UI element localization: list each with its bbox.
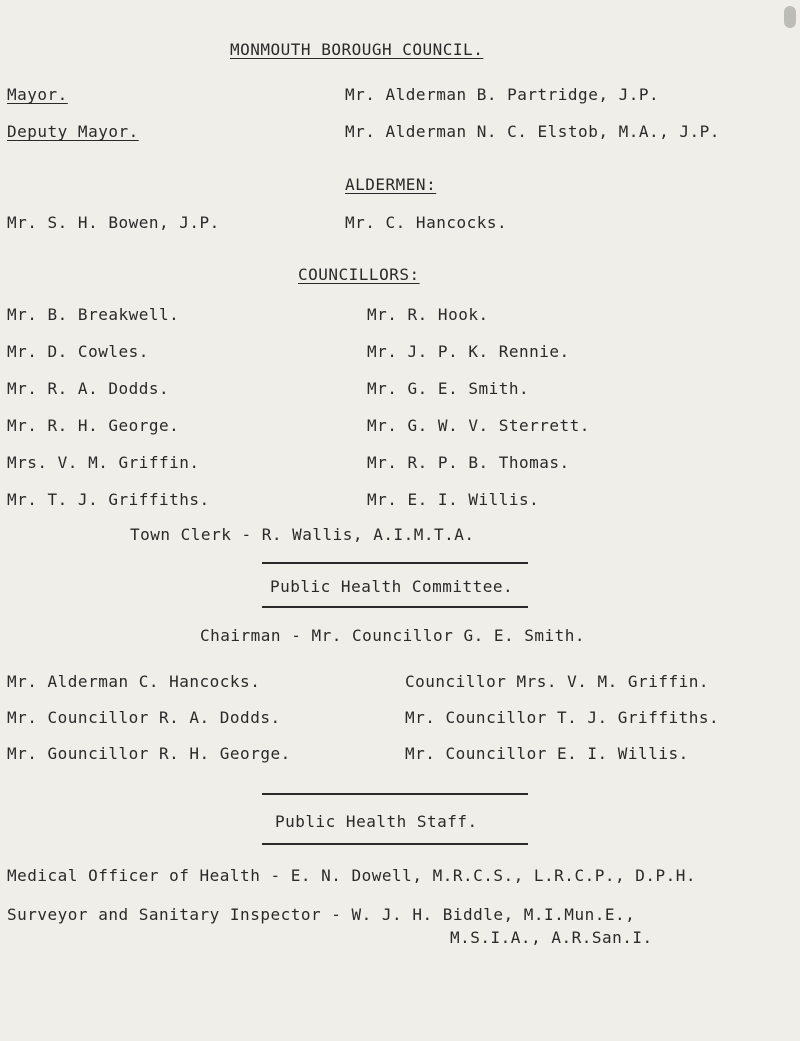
deputy-mayor-name: Mr. Alderman N. C. Elstob, M.A., J.P. (345, 122, 720, 141)
divider-rule (262, 843, 528, 845)
councillor-item: Mr. E. I. Willis. (367, 490, 540, 509)
alderman-item: Mr. C. Hancocks. (345, 213, 508, 232)
committee-member: Mr. Alderman C. Hancocks. (7, 672, 261, 691)
deputy-mayor-label: Deputy Mayor. (7, 122, 139, 141)
committee-member: Mr. Councillor E. I. Willis. (405, 744, 689, 763)
councillor-item: Mr. J. P. K. Rennie. (367, 342, 570, 361)
councillor-item: Mr. D. Cowles. (7, 342, 149, 361)
committee-member: Mr. Gouncillor R. H. George. (7, 744, 291, 763)
divider-rule (262, 562, 528, 564)
mayor-name: Mr. Alderman B. Partridge, J.P. (345, 85, 660, 104)
councillor-item: Mr. T. J. Griffiths. (7, 490, 210, 509)
councillor-item: Mr. R. H. George. (7, 416, 180, 435)
councillor-item: Mr. B. Breakwell. (7, 305, 180, 324)
councillor-item: Mrs. V. M. Griffin. (7, 453, 200, 472)
mayor-label: Mayor. (7, 85, 68, 104)
councillor-item: Mr. R. A. Dodds. (7, 379, 170, 398)
committee-member: Mr. Councillor R. A. Dodds. (7, 708, 281, 727)
councillor-item: Mr. G. W. V. Sterrett. (367, 416, 590, 435)
surveyor-line-1: Surveyor and Sanitary Inspector - W. J. H. Biddle, M.I.Mun.E., (7, 905, 636, 924)
divider-rule (262, 793, 528, 795)
councillor-item: Mr. R. P. B. Thomas. (367, 453, 570, 472)
corner-mark (784, 6, 796, 28)
councillors-heading: COUNCILLORS: (298, 265, 420, 284)
page-title: MONMOUTH BOROUGH COUNCIL. (230, 40, 484, 59)
staff-heading: Public Health Staff. (275, 812, 478, 831)
aldermen-heading: ALDERMEN: (345, 175, 437, 194)
alderman-item: Mr. S. H. Bowen, J.P. (7, 213, 220, 232)
committee-member: Councillor Mrs. V. M. Griffin. (405, 672, 709, 691)
divider-rule (262, 606, 528, 608)
surveyor-line-2: M.S.I.A., A.R.San.I. (450, 928, 653, 947)
medical-officer: Medical Officer of Health - E. N. Dowell, M.R.C.S., L.R.C.P., D.P.H. (7, 866, 697, 885)
town-clerk: Town Clerk - R. Wallis, A.I.M.T.A. (130, 525, 475, 544)
councillor-item: Mr. R. Hook. (367, 305, 489, 324)
committee-heading: Public Health Committee. (270, 577, 514, 596)
councillor-item: Mr. G. E. Smith. (367, 379, 530, 398)
committee-member: Mr. Councillor T. J. Griffiths. (405, 708, 720, 727)
committee-chairman: Chairman - Mr. Councillor G. E. Smith. (200, 626, 586, 645)
